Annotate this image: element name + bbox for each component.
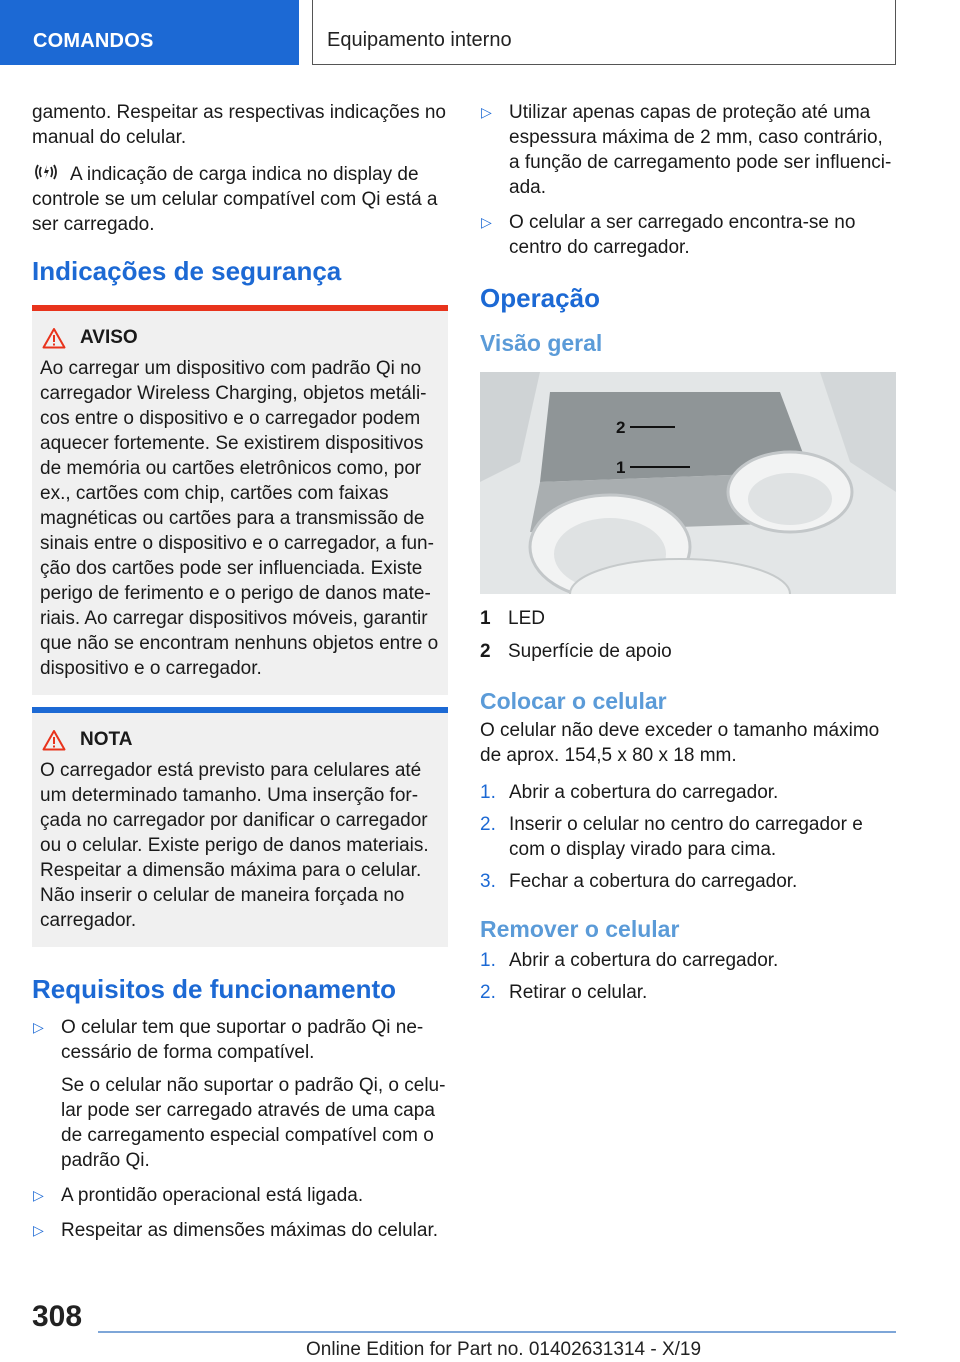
requirements-heading: Requisitos de funcionamento <box>32 974 397 1004</box>
list-item <box>32 1218 448 1243</box>
triangle-bullet-icon: ▷ <box>33 1019 44 1035</box>
list-item <box>480 210 896 260</box>
warning-bar <box>32 305 448 311</box>
step-item <box>480 980 896 1005</box>
header-chapter: Equipamento interno <box>312 0 896 65</box>
list-item <box>32 1015 448 1173</box>
warning-box <box>32 305 448 695</box>
note-title: NOTA <box>80 729 133 750</box>
step-item <box>480 812 896 862</box>
warning-title: AVISO <box>80 327 138 348</box>
step-text: Retirar o celular. <box>509 982 648 1003</box>
list-item-text: A prontidão operacional está ligada. <box>61 1185 364 1206</box>
legend-label: Superfície de apoio <box>508 641 672 662</box>
step-text: Inserir o celular no centro do carregador e com o display virado para cima. <box>509 814 863 860</box>
note-bar <box>32 707 448 713</box>
list-item <box>32 1183 448 1208</box>
intro-text: gamento. Respeitar as respectivas indicações no manual do celular. <box>32 102 447 148</box>
note-title-row <box>40 727 440 752</box>
step-number: 2. <box>480 982 496 1003</box>
step-number: 3. <box>480 871 496 892</box>
step-number: 1. <box>480 950 496 971</box>
warning-triangle-icon <box>42 327 66 349</box>
overview-heading: Visão geral <box>480 330 603 356</box>
legend-number: 1 <box>480 608 491 629</box>
step-text: Abrir a cobertura do carregador. <box>509 950 779 971</box>
charger-tray-illustration <box>480 372 896 594</box>
legend-item <box>480 639 896 664</box>
header-section: COMANDOS <box>0 0 299 65</box>
triangle-bullet-icon: ▷ <box>33 1187 44 1203</box>
left-column <box>32 100 448 1253</box>
list-item <box>480 100 896 200</box>
list-item-text: Respeitar as dimensões máximas do celular. <box>61 1220 439 1241</box>
page-number: 308 <box>32 1300 83 1333</box>
figure-legend <box>480 606 896 664</box>
triangle-bullet-icon: ▷ <box>481 214 492 230</box>
charge-text: A indicação de carga indica no display de controle se um celular compatível com Qi está a ser carregado. <box>32 164 438 235</box>
step-item <box>480 869 896 894</box>
note-text: O carregador está previsto para celulares até um determinado tamanho. Uma inserção forçada no carregador por danificar o carregador ou o celular. Existe perigo de danos materiais. Respeitar a dimensão máxima para o celular. Não inserir o celular de maneira forçada no carregador. <box>40 760 429 931</box>
safety-heading: Indicações de segurança <box>32 256 342 286</box>
step-text: Fechar a cobertura do carregador. <box>509 871 798 892</box>
step-text: Abrir a cobertura do carregador. <box>509 782 779 803</box>
step-number: 1. <box>480 782 496 803</box>
list-item-text: O celular a ser carregado encontra-se no centro do carregador. <box>509 212 856 258</box>
list-item-text: Utilizar apenas capas de proteção até uma espessura máxima de 2 mm, caso contrário, a função de carregamento pode ser influenciada. <box>509 102 892 198</box>
triangle-bullet-icon: ▷ <box>33 1222 44 1238</box>
right-column <box>480 100 896 1012</box>
remove-phone-steps <box>480 948 896 1005</box>
requirements-list <box>32 1015 448 1243</box>
legend-item <box>480 606 896 631</box>
triangle-bullet-icon: ▷ <box>481 104 492 120</box>
operation-heading: Operação <box>480 283 600 313</box>
step-number: 2. <box>480 814 496 835</box>
figure-label-1: 1 <box>616 458 626 477</box>
charge-paragraph <box>32 162 448 237</box>
list-item-text: O celular tem que suportar o padrão Qi necessário de forma compatível. <box>61 1017 424 1063</box>
requirements-list-continued <box>480 100 896 260</box>
footer-rule <box>98 1331 896 1333</box>
step-item <box>480 780 896 805</box>
list-item-subtext: Se o celular não suportar o padrão Qi, o celular pode ser carregado através de uma capa de carregamento especial compatível com o padrão Qi. <box>61 1075 446 1171</box>
warning-title-row <box>40 325 440 350</box>
caution-triangle-icon <box>42 729 66 751</box>
warning-text: Ao carregar um dispositivo com padrão Qi no carregador Wireless Charging, objetos metálicos entre o dispositivo e o carregador podem aquecer fortemente. Se existirem dispositivos de memória ou cartões eletrônicos como, por ex., cartões com chip, cartões com faixas magnéticas ou cartões para a transmissão de sinais entre o dispositivo e o carregador, a função dos cartões pode ser influenciada. Existe perigo de ferimento e o perigo de danos materiais. Ao carregar dispositivos móveis, garantir que não se encontram nenhuns objetos entre o dispositivo e o carregador. <box>40 358 439 679</box>
legend-label: LED <box>508 608 545 629</box>
step-item <box>480 948 896 973</box>
charging-indicator-icon <box>32 162 60 182</box>
footer-edition: Online Edition for Part no. 01402631314 - X/19 <box>306 1339 702 1360</box>
note-box <box>32 707 448 947</box>
place-phone-steps <box>480 780 896 894</box>
place-phone-heading: Colocar o celular <box>480 688 667 714</box>
remove-phone-heading: Remover o celular <box>480 916 680 942</box>
legend-number: 2 <box>480 641 491 662</box>
place-phone-text: O celular não deve exceder o tamanho máximo de aprox. 154,5 x 80 x 18 mm. <box>480 720 880 766</box>
figure-label-2: 2 <box>616 418 626 437</box>
